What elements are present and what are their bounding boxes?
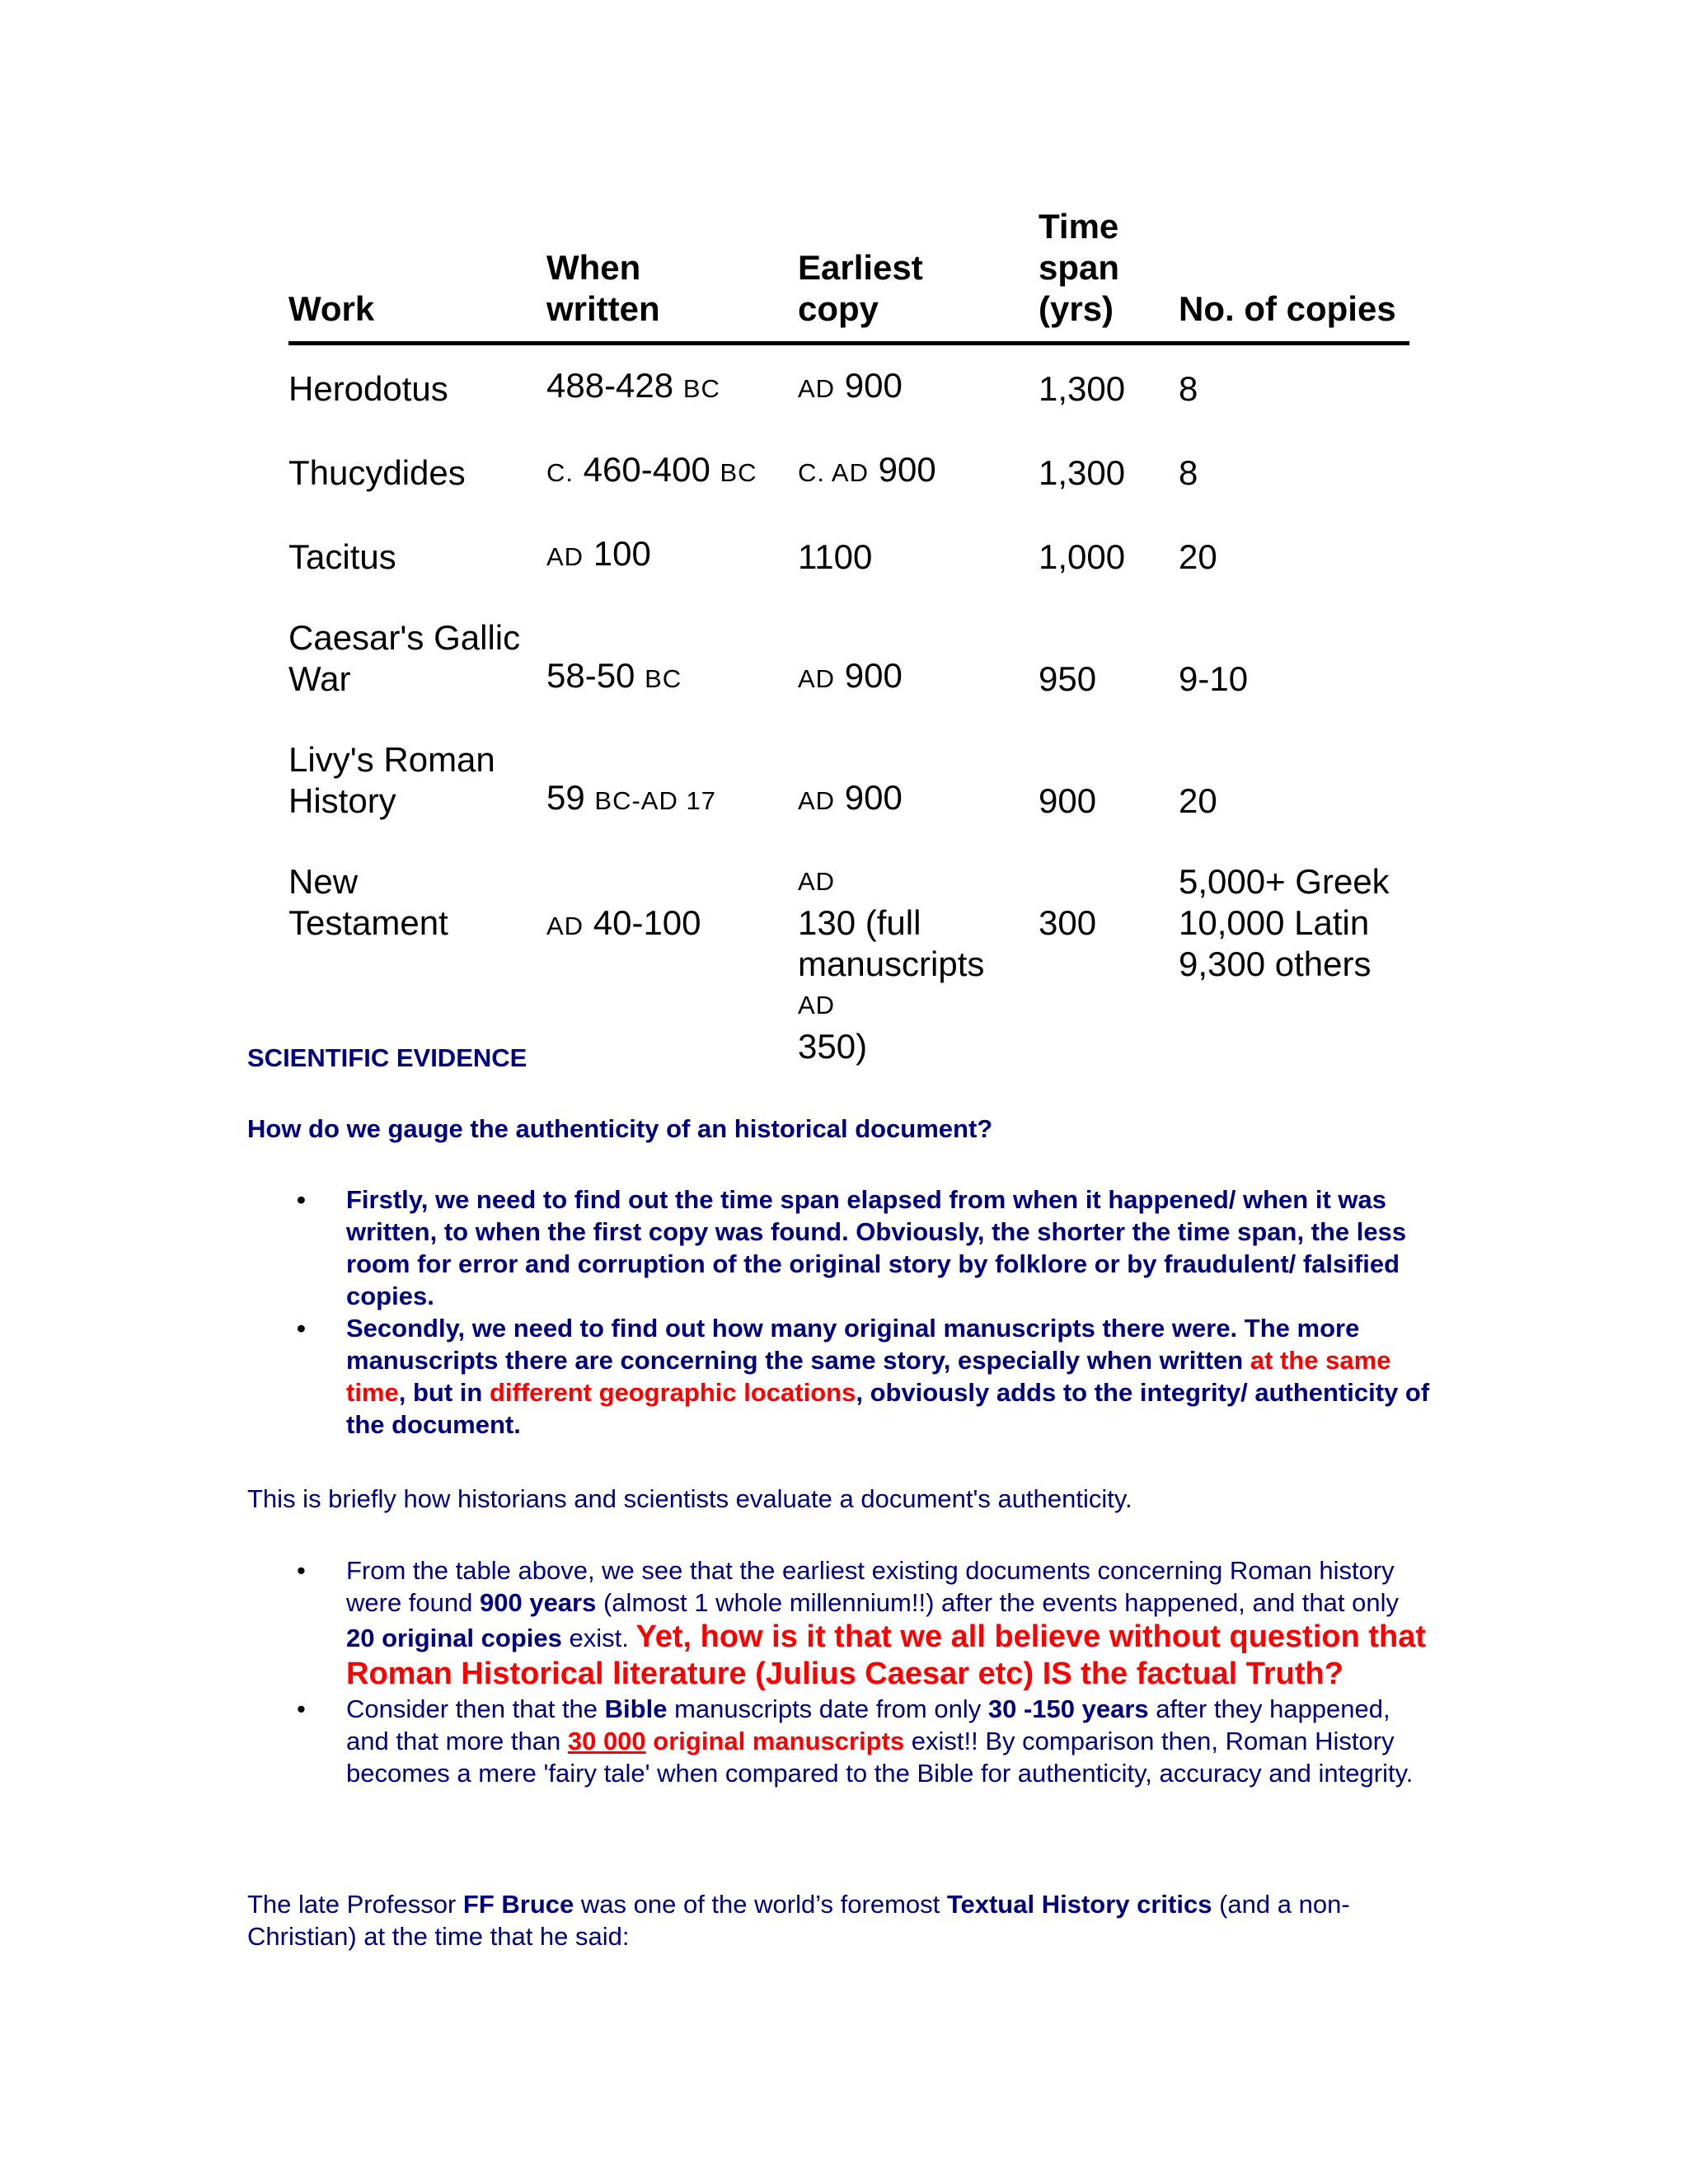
cell-copies: 5,000+ Greek 10,000 Latin 9,300 others <box>1179 862 1390 983</box>
bruce-paragraph: The late Professor FF Bruce was one of the world’s foremost Textual History critics (and a non-Christian) at the time that he said: <box>247 1890 1350 1951</box>
cell-work: Caesar's Gallic War <box>288 618 521 698</box>
cell-when: C. 460-400 BC <box>546 450 757 489</box>
list-item: • Secondly, we need to find out how many original manuscripts there were. The more manuscripts there are concerning the same story, especially when written at the same time, but in different geographic locations, obviously adds to the integrity/ authenticity of the document. <box>297 1314 1430 1439</box>
cell-when: 59 BC-AD 17 <box>546 778 716 817</box>
question-heading: How do we gauge the authenticity of an historical document? <box>247 1114 993 1143</box>
table-row <box>288 344 1409 410</box>
cell-span: 950 <box>1039 659 1097 698</box>
list-item: • Consider then that the Bible manuscripts date from only 30 -150 years after they happened, and that more than 30 000 original manuscripts exist!! By comparison then, Roman History becomes a mere 'fairy tale' when compared to the Bible for authenticity, accuracy and integrity. <box>297 1694 1414 1788</box>
cell-span: 1,300 <box>1039 453 1126 492</box>
brief-paragraph: This is briefly how historians and scientists evaluate a document's authenticity. <box>247 1484 1132 1513</box>
header-time-span: Time span (yrs) <box>1039 206 1179 344</box>
cell-work: Tacitus <box>288 537 396 576</box>
bullet-icon: • <box>297 1314 306 1343</box>
cell-copies: 9-10 <box>1179 659 1249 698</box>
table-row <box>288 494 1409 578</box>
cell-work: Thucydides <box>288 453 466 492</box>
section-title: SCIENTIFIC EVIDENCE <box>247 1043 528 1072</box>
list-item: • From the table above, we see that the earliest existing documents concerning Roman history were found 900 years (almost 1 whole millennium!!) after the events happened, and that only 20 original copies exist. Yet, how is it that we all believe without question that Roman Historical literature (Julius Caesar etc) IS the factual Truth? <box>297 1556 1427 1691</box>
cell-copy: AD 900 <box>798 656 903 695</box>
table-header-row <box>288 206 1409 344</box>
cell-when: AD 40-100 <box>546 903 701 942</box>
cell-span: 300 <box>1039 903 1097 942</box>
cell-copies: 20 <box>1179 781 1217 820</box>
cell-work: Herodotus <box>288 369 448 408</box>
cell-copies: 8 <box>1179 369 1198 408</box>
cell-copy: AD 130 (full manuscripts AD 350) <box>798 867 985 1066</box>
header-work: Work <box>288 206 546 344</box>
cell-copy: C. AD 900 <box>798 450 936 489</box>
cell-work: Livy's Roman History <box>288 740 495 820</box>
cell-work: New Testament <box>288 862 448 942</box>
table-row <box>288 410 1409 494</box>
cell-when: 58-50 BC <box>546 656 682 695</box>
table-row <box>288 700 1409 822</box>
cell-when: AD 100 <box>546 534 651 573</box>
header-earliest-copy: Earliest copy <box>798 206 1039 344</box>
bullet-icon: • <box>297 1556 306 1585</box>
bullet-icon: • <box>297 1185 306 1214</box>
table-row <box>288 578 1409 700</box>
cell-span: 1,300 <box>1039 369 1126 408</box>
cell-copies: 8 <box>1179 453 1198 492</box>
manuscript-comparison-table <box>288 206 1409 1067</box>
cell-copy: AD 900 <box>798 366 903 405</box>
cell-span: 900 <box>1039 781 1097 820</box>
cell-span: 1,000 <box>1039 537 1126 576</box>
cell-when: 488-428 BC <box>546 366 720 405</box>
cell-copy: 1100 <box>798 537 873 576</box>
evidence-list <box>247 1554 1434 1789</box>
criteria-list <box>247 1183 1434 1441</box>
list-item: • Firstly, we need to find out the time span elapsed from when it happened/ when it was written, to when the first copy was found. Obviously, the shorter the time span, the less room for error and corruption of the original story by folklore or by fraudulent/ falsified copies. <box>297 1185 1407 1310</box>
header-copies: No. of copies <box>1179 206 1409 344</box>
bullet-icon: • <box>297 1694 306 1723</box>
table-row-new-testament <box>288 822 1409 1067</box>
cell-copy: AD 900 <box>798 778 903 817</box>
header-when-written: When written <box>546 206 798 344</box>
cell-copies: 20 <box>1179 537 1217 576</box>
